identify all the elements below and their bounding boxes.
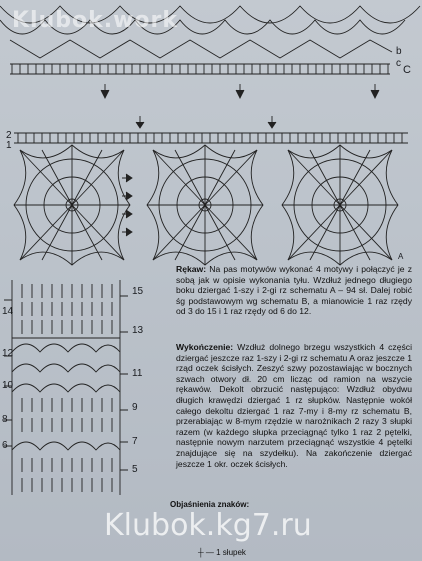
sleeve-row-11: 11 (132, 368, 143, 379)
row-label-c: c (396, 58, 401, 69)
sleeve-chart (4, 280, 128, 495)
watermark-bottom: Klubok.kg7.ru (104, 508, 312, 543)
sleeve-row-13: 13 (132, 325, 144, 336)
sleeve-row-9: 9 (132, 402, 138, 413)
rekaw-heading: Rękaw: (176, 264, 207, 274)
motif-row-label-2: 2 (6, 130, 12, 141)
motif-row-label-1: 1 (6, 140, 12, 151)
legend-item-slupek: ┼ — 1 słupek (198, 548, 246, 557)
sleeve-row-10: 10 (2, 380, 14, 391)
wykonczenie-paragraph (176, 342, 412, 469)
stitch-symbol-icon: ┼ — (198, 548, 217, 557)
sleeve-row-14: 14 (2, 306, 14, 317)
sleeve-row-15: 15 (132, 286, 144, 297)
wykonczenie-body: Wzdłuż dolnego brzegu wszystkich 4 części dziergać jeszcze raz 1-szy i 2-gi rz schematu A oraz jeszcze 1 rząd oczek ścisłych. Zeszyć szwy pozostawiając w bocznych szwach otwory dł. 20 cm licząc od ramion na wszycie rękawów. Dekolt obrzucić następująco: Wzdłuż obydwu długich krawędzi dziergać 1 rz słupków. Następnie wokół całego dekoltu dziergać 1 raz 7-my i 8-my rz schematu B, przerabiając w 8-mym rzędzie w narożnikach 2 razy 3 słupki razem (w każdego słupka przeciągnąć tylko 1 raz 2 pętelki, następnie nowym narzutem przeciągnąć wszystkie 4 pętelki znajdujące się na szydełku). Na zakończenie dziergać jeszcze 1 okr. oczek ścisłych. (176, 342, 412, 469)
motif-corner-label: A (398, 252, 404, 261)
wykonczenie-heading: Wykończenie: (176, 342, 234, 352)
sleeve-row-5: 5 (132, 464, 138, 475)
sleeve-row-7: 7 (132, 436, 138, 447)
rekaw-paragraph (176, 264, 412, 317)
watermark-top: Klubok.work (12, 8, 179, 33)
sleeve-row-12: 12 (2, 348, 14, 359)
motif-chart (14, 116, 408, 265)
sleeve-row-6: 6 (2, 440, 8, 451)
rekaw-body: Na pas motywów wykonać 4 motywy i połączyć je z sobą jak w opisie wykonania tyłu. Wzdłuż jednego długiego boku dziergać 1-szy i 2-gi rz schematu A – 94 sł. Dalej robić śg podstawowym wg schematu B, a mianowicie 1 raz rzędy od 3 do 15 i 1 raz rzędy od 6 do 12. (176, 264, 412, 317)
row-label-b: b (396, 46, 402, 57)
legend-title: Objaśnienia znaków: (170, 500, 250, 509)
sleeve-row-8: 8 (2, 414, 8, 425)
side-label-c: C (403, 64, 411, 76)
